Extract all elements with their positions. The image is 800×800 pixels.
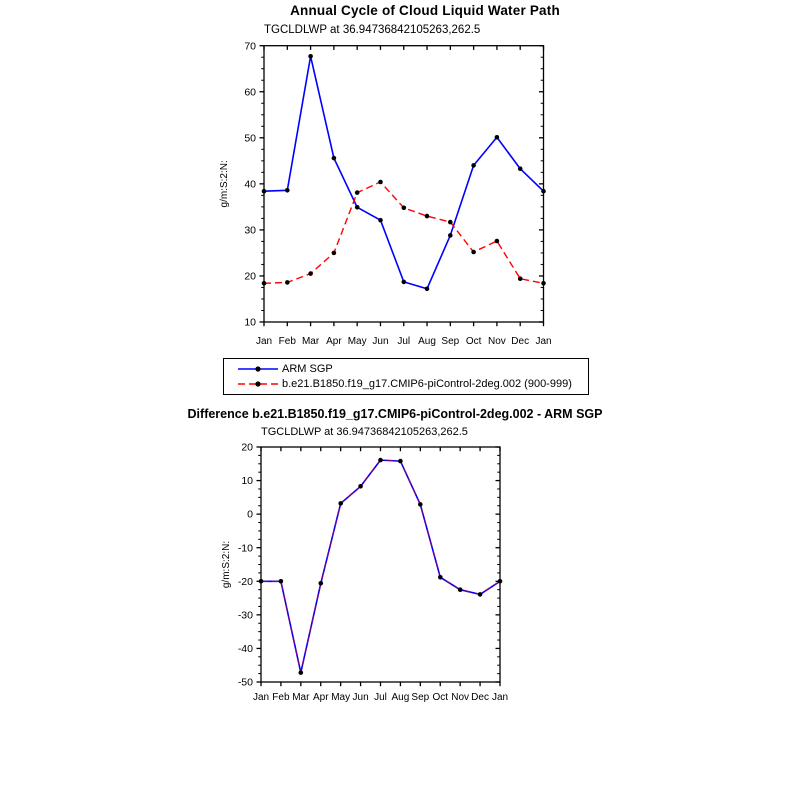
series-overlay-line: [261, 460, 500, 672]
month-label: Jun: [352, 692, 369, 703]
month-label: Apr: [312, 692, 329, 703]
data-point-marker: [398, 459, 403, 464]
y-tick-label: 10: [244, 316, 256, 329]
legend-item-model: [236, 376, 588, 391]
month-label: May: [347, 336, 367, 347]
data-point-marker: [285, 280, 290, 285]
data-point-marker: [262, 281, 267, 286]
month-label: Feb: [272, 692, 290, 703]
month-label: Mar: [301, 336, 320, 347]
data-point-marker: [332, 156, 337, 161]
month-label: Jun: [372, 336, 389, 347]
data-point-marker: [332, 251, 337, 256]
month-label: Sep: [441, 336, 460, 347]
y-tick-label: 70: [244, 40, 256, 53]
month-label: Jan: [255, 336, 273, 347]
month-label: Sep: [411, 692, 430, 703]
data-point-marker: [495, 239, 500, 244]
data-point-marker: [378, 180, 383, 185]
month-label: Oct: [465, 336, 482, 347]
data-point-marker: [471, 163, 476, 168]
data-point-marker: [262, 189, 267, 194]
data-point-marker: [438, 575, 443, 580]
y-axis-label: g/m:S:2:N:: [221, 540, 232, 589]
data-point-marker: [448, 220, 453, 225]
y-tick-label: -10: [237, 542, 253, 555]
top-chart-title: Annual Cycle of Cloud Liquid Water Path: [290, 3, 560, 18]
data-point-marker: [308, 271, 313, 276]
month-label: Dec: [471, 692, 489, 703]
month-label: Jan: [252, 692, 270, 703]
month-label: Oct: [432, 692, 449, 703]
legend: [223, 358, 589, 395]
y-tick-label: 60: [244, 86, 256, 99]
data-point-marker: [378, 218, 383, 223]
legend-sample-solid-line: [236, 363, 280, 375]
data-point-marker: [498, 579, 503, 584]
legend-sample-dashed-line: [236, 378, 280, 390]
data-point-marker: [259, 579, 264, 584]
data-point-marker: [358, 484, 363, 489]
plot-border: [261, 447, 500, 682]
y-tick-label: -20: [237, 575, 253, 588]
difference-chart-title: Difference b.e21.B1850.f19_g17.CMIP6-piControl-2deg.002 - ARM SGP: [187, 407, 603, 421]
data-point-marker: [478, 592, 483, 597]
y-tick-label: 30: [244, 224, 256, 237]
data-point-marker: [541, 281, 546, 286]
data-point-marker: [518, 276, 523, 281]
data-point-marker: [458, 587, 463, 592]
y-tick-label: 10: [241, 475, 253, 488]
y-tick-label: 20: [241, 441, 253, 454]
data-point-marker: [308, 54, 313, 59]
y-tick-label: 50: [244, 132, 256, 145]
data-point-marker: [402, 206, 407, 211]
data-point-marker: [378, 458, 383, 463]
legend-item-arm-sgp: [236, 361, 588, 376]
series-line: [261, 460, 500, 672]
data-point-marker: [285, 188, 290, 193]
month-label: Nov: [451, 692, 470, 703]
data-point-marker: [418, 502, 423, 507]
difference-chart-subtitle: TGCLDLWP at 36.94736842105263,262.5: [261, 426, 468, 438]
y-tick-label: -40: [237, 643, 253, 656]
legend-label-arm-sgp: ARM SGP: [282, 362, 333, 375]
month-label: Apr: [326, 336, 342, 347]
data-point-marker: [338, 501, 343, 506]
y-tick-label: 20: [244, 270, 256, 283]
y-tick-label: -30: [237, 609, 253, 622]
data-point-marker: [448, 233, 453, 238]
month-label: Aug: [391, 692, 410, 703]
month-label: Feb: [278, 336, 296, 347]
data-point-marker: [279, 579, 284, 584]
series-line: [264, 56, 544, 288]
month-label: Aug: [418, 336, 436, 347]
data-point-marker: [355, 190, 360, 195]
data-point-marker: [355, 205, 360, 210]
month-label: Jan: [491, 692, 509, 703]
data-point-marker: [319, 581, 324, 586]
month-label: Jul: [374, 692, 387, 703]
data-point-marker: [518, 166, 523, 171]
month-label: Mar: [292, 692, 310, 703]
y-axis-label: g/m:S:2:N:: [219, 160, 230, 208]
data-point-marker: [402, 280, 407, 285]
month-label: Dec: [511, 336, 530, 347]
top-chart-subtitle: TGCLDLWP at 36.94736842105263,262.5: [264, 24, 481, 36]
legend-label-model: b.e21.B1850.f19_g17.CMIP6-piControl-2deg.002 (900-999): [282, 377, 572, 390]
data-point-marker: [299, 670, 304, 675]
data-point-marker: [425, 214, 430, 219]
data-point-marker: [495, 135, 500, 140]
data-point-marker: [425, 287, 430, 292]
month-label: May: [331, 692, 351, 703]
legend-marker-dot: [255, 381, 260, 386]
y-tick-label: -50: [237, 676, 253, 689]
data-point-marker: [541, 189, 546, 194]
month-label: Jul: [397, 336, 411, 347]
difference-chart-plot: [0, 400, 800, 740]
month-label: Jan: [535, 336, 552, 347]
y-tick-label: 0: [247, 508, 253, 521]
legend-marker-dot: [255, 366, 260, 371]
y-tick-label: 40: [244, 178, 256, 191]
series-line: [264, 182, 544, 283]
data-point-marker: [471, 250, 476, 255]
month-label: Nov: [488, 336, 506, 347]
